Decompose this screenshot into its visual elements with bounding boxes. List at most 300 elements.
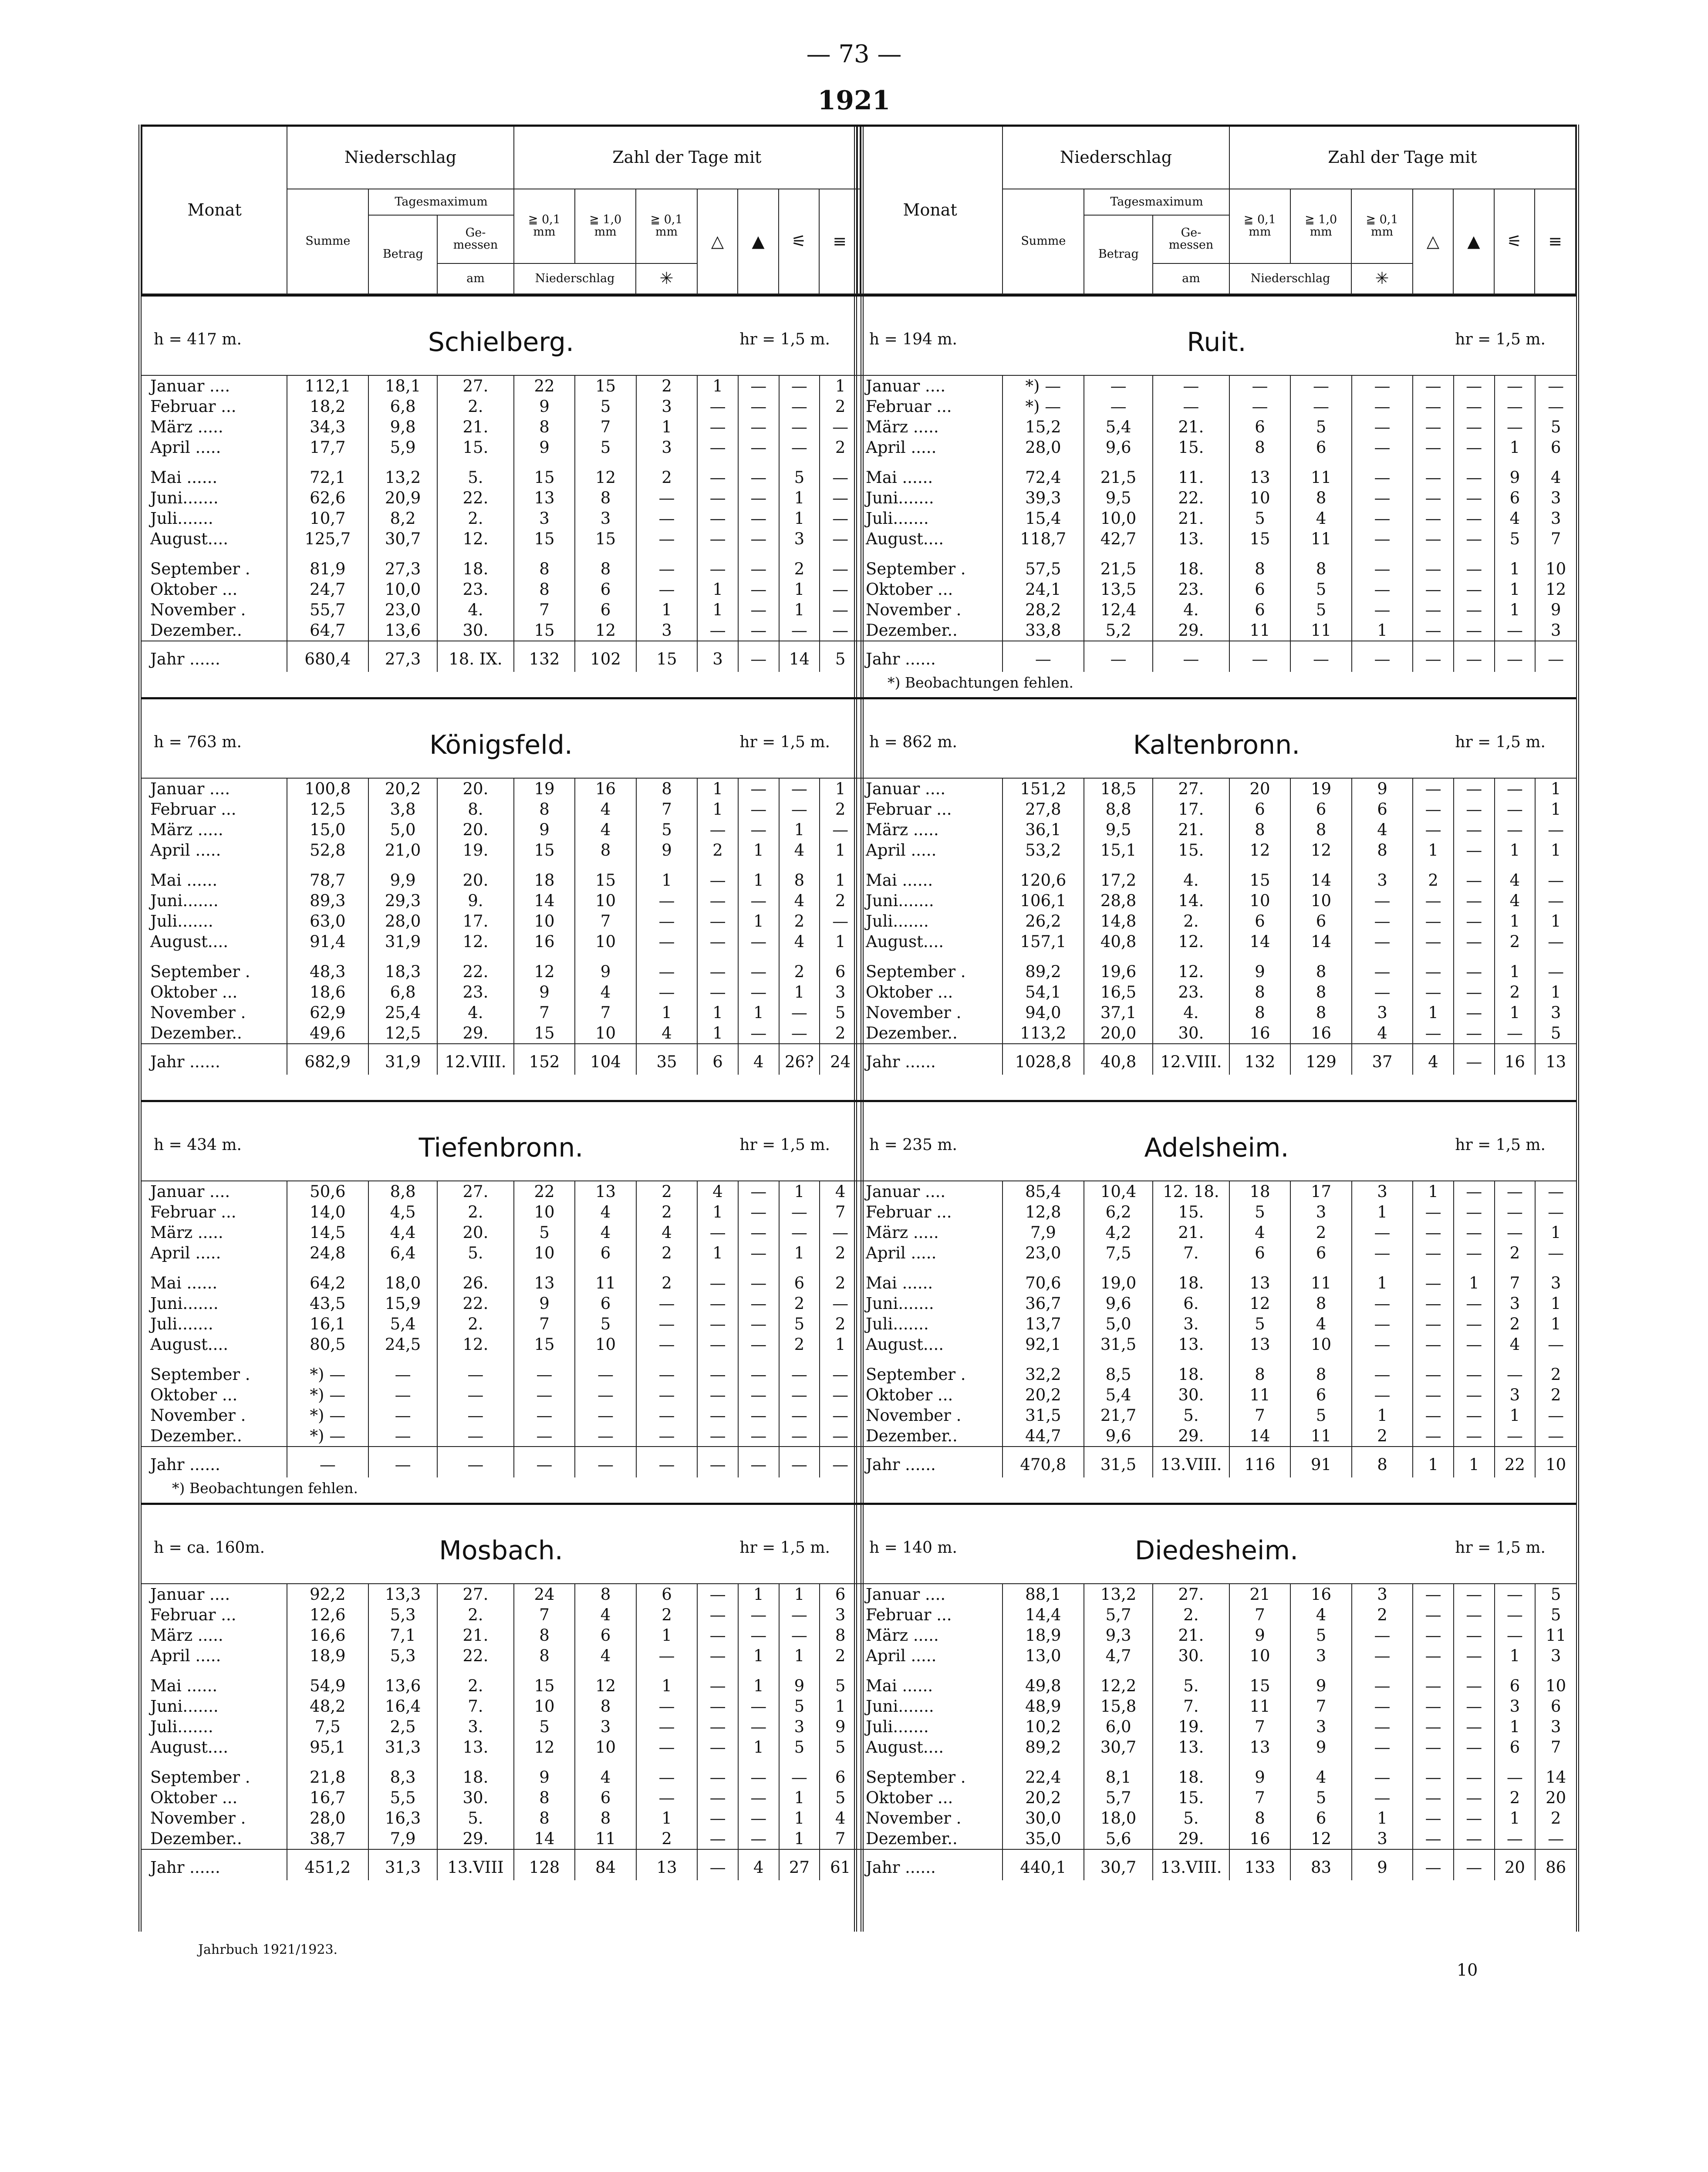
table-row bbox=[857, 396, 1576, 417]
table-row bbox=[142, 1002, 861, 1023]
table-cell: 83 bbox=[1290, 1849, 1352, 1880]
table-cell: — bbox=[437, 1447, 514, 1477]
table-cell: 8 bbox=[1229, 437, 1291, 458]
table-cell: — bbox=[1413, 375, 1454, 396]
month-label: Dezember.. bbox=[150, 1024, 242, 1042]
table-cell: 27,8 bbox=[1003, 799, 1084, 820]
table-cell: — bbox=[1352, 488, 1413, 508]
table-cell: 1 bbox=[697, 778, 738, 799]
month-label: August.... bbox=[150, 1738, 228, 1757]
table-cell: — bbox=[1413, 1646, 1454, 1666]
table-cell: — bbox=[1454, 1808, 1495, 1828]
table-cell: 27,3 bbox=[368, 549, 437, 579]
table-cell: — bbox=[1495, 1181, 1536, 1202]
table-cell: 102 bbox=[575, 641, 636, 672]
table-cell: — bbox=[697, 911, 738, 931]
table-cell: 15 bbox=[1229, 529, 1291, 549]
table-row bbox=[142, 1334, 861, 1355]
table-cell: 2 bbox=[636, 1181, 698, 1202]
table-cell: 1 bbox=[1352, 1263, 1413, 1293]
table-cell: — bbox=[1413, 911, 1454, 931]
table-cell: — bbox=[636, 890, 698, 911]
table-cell: — bbox=[1454, 1355, 1495, 1385]
table-row bbox=[857, 1355, 1576, 1385]
table-cell: — bbox=[1352, 911, 1413, 931]
table-cell: 2 bbox=[636, 1243, 698, 1263]
table-row bbox=[857, 1334, 1576, 1355]
threshold-label: ≧ 0,1 bbox=[1366, 213, 1398, 227]
table-cell: 8 bbox=[1290, 1293, 1352, 1314]
table-cell: 1 bbox=[779, 1243, 820, 1263]
table-cell: — bbox=[636, 1334, 698, 1355]
table-cell: 5. bbox=[437, 1243, 514, 1263]
table-cell: — bbox=[697, 952, 738, 982]
table-row bbox=[142, 375, 861, 396]
table-cell: 13. bbox=[1153, 529, 1229, 549]
table-cell: — bbox=[636, 952, 698, 982]
table-cell: 8 bbox=[1229, 1002, 1291, 1023]
table-cell: — bbox=[697, 488, 738, 508]
table-cell: 21 bbox=[1229, 1584, 1291, 1605]
table-cell: — bbox=[738, 1605, 779, 1625]
table-cell: 17. bbox=[437, 911, 514, 931]
month-label: Mai ...... bbox=[150, 468, 218, 487]
table-cell: 28,8 bbox=[1084, 890, 1153, 911]
table-cell: — bbox=[1454, 1243, 1495, 1263]
month-label: Jahr ...... bbox=[142, 1044, 287, 1075]
left-column bbox=[142, 125, 861, 1906]
table-cell: — bbox=[1454, 1405, 1495, 1426]
month-label: März ..... bbox=[866, 1223, 939, 1242]
table-cell: — bbox=[738, 820, 779, 840]
table-cell: — bbox=[287, 1447, 368, 1477]
table-cell: — bbox=[1495, 1426, 1536, 1447]
month-label: Juni....... bbox=[866, 891, 934, 910]
table-cell: 3 bbox=[636, 396, 698, 417]
table-cell: 29. bbox=[1153, 1426, 1229, 1447]
station-block bbox=[142, 697, 861, 1100]
table-cell: 10,7 bbox=[287, 508, 368, 529]
table-row bbox=[142, 1355, 861, 1385]
table-cell: 15 bbox=[1229, 860, 1291, 890]
table-row bbox=[142, 1808, 861, 1828]
table-cell: 680,4 bbox=[287, 641, 368, 672]
table-cell: 20. bbox=[437, 1222, 514, 1243]
table-cell: 29. bbox=[1153, 620, 1229, 641]
month-label: November . bbox=[150, 1003, 246, 1022]
table-cell: 18,9 bbox=[287, 1646, 368, 1666]
table-cell: 1 bbox=[697, 375, 738, 396]
table-cell: — bbox=[697, 1788, 738, 1808]
table-cell: 2 bbox=[820, 799, 861, 820]
month-label: Dezember.. bbox=[150, 1427, 242, 1445]
month-label: September . bbox=[866, 962, 966, 981]
table-row bbox=[142, 799, 861, 820]
table-cell: — bbox=[1454, 952, 1495, 982]
month-label: Dezember.. bbox=[866, 1829, 958, 1848]
table-cell: 20. bbox=[437, 820, 514, 840]
month-label: August.... bbox=[150, 932, 228, 951]
table-cell: — bbox=[1352, 1222, 1413, 1243]
table-row bbox=[857, 1666, 1576, 1696]
table-cell: 21,0 bbox=[368, 840, 437, 860]
table-cell: 1 bbox=[636, 1666, 698, 1696]
month-label: September . bbox=[866, 560, 966, 578]
table-cell: 118,7 bbox=[1003, 529, 1084, 549]
table-cell: 48,9 bbox=[1003, 1696, 1084, 1717]
station-block bbox=[857, 697, 1576, 1100]
table-row bbox=[857, 437, 1576, 458]
table-cell: — bbox=[697, 1355, 738, 1385]
table-cell: 1 bbox=[779, 1788, 820, 1808]
table-cell: — bbox=[1413, 579, 1454, 600]
table-cell: 23,0 bbox=[368, 600, 437, 620]
column-header bbox=[142, 125, 861, 294]
table-cell: 5,0 bbox=[1084, 1314, 1153, 1334]
table-cell: 8 bbox=[514, 417, 575, 437]
month-label: Juli....... bbox=[866, 1315, 929, 1333]
table-cell: 13.VIII. bbox=[1153, 1447, 1229, 1477]
station-name: Schielberg. bbox=[428, 327, 574, 358]
table-cell: 2 bbox=[779, 952, 820, 982]
table-cell: 8 bbox=[575, 1584, 636, 1605]
threshold-unit: mm bbox=[533, 225, 556, 239]
table-cell: 1 bbox=[697, 1023, 738, 1044]
table-cell: 7 bbox=[1290, 1696, 1352, 1717]
table-cell: 6 bbox=[1290, 799, 1352, 820]
table-cell: 24,7 bbox=[287, 579, 368, 600]
table-row bbox=[142, 1757, 861, 1788]
station-rain-gauge-height: hr = 1,5 m. bbox=[1455, 733, 1546, 751]
table-cell: 6 bbox=[1290, 1808, 1352, 1828]
table-cell: 2. bbox=[437, 396, 514, 417]
table-cell: 7 bbox=[820, 1202, 861, 1222]
table-cell: 8 bbox=[636, 778, 698, 799]
table-cell: — bbox=[636, 1757, 698, 1788]
table-cell: 94,0 bbox=[1003, 1002, 1084, 1023]
table-cell: 26,2 bbox=[1003, 911, 1084, 931]
month-label: Juli....... bbox=[150, 1315, 213, 1333]
header-gemessen: Ge- messen bbox=[1153, 215, 1229, 263]
month-label: Jahr ...... bbox=[857, 1447, 1003, 1477]
table-cell: 7,5 bbox=[287, 1717, 368, 1737]
table-cell: — bbox=[1413, 1849, 1454, 1880]
table-cell: 1 bbox=[1495, 437, 1536, 458]
threshold-unit: mm bbox=[1310, 225, 1332, 239]
station-block bbox=[857, 1503, 1576, 1906]
table-cell: 1 bbox=[1495, 911, 1536, 931]
month-label: September . bbox=[150, 560, 250, 578]
table-cell: 23. bbox=[437, 982, 514, 1002]
table-cell: 15 bbox=[575, 375, 636, 396]
table-cell: 8. bbox=[437, 799, 514, 820]
station-table bbox=[857, 1180, 1576, 1477]
table-cell: 2 bbox=[636, 1202, 698, 1222]
table-cell: — bbox=[697, 1222, 738, 1243]
table-cell: 3 bbox=[1535, 508, 1576, 529]
table-cell: — bbox=[1454, 820, 1495, 840]
table-cell: 1 bbox=[1454, 1263, 1495, 1293]
table-cell: — bbox=[779, 1447, 820, 1477]
table-cell: — bbox=[1495, 1355, 1536, 1385]
table-cell: 9 bbox=[514, 820, 575, 840]
table-row bbox=[142, 641, 861, 672]
table-cell: — bbox=[1454, 1334, 1495, 1355]
table-cell: 15 bbox=[514, 840, 575, 860]
table-cell: 4 bbox=[575, 799, 636, 820]
table-cell: — bbox=[820, 508, 861, 529]
table-cell: 13 bbox=[1229, 1263, 1291, 1293]
table-cell: — bbox=[1495, 799, 1536, 820]
header-snow-icon: ✳ bbox=[1351, 263, 1412, 294]
table-cell: 29,3 bbox=[368, 890, 437, 911]
table-cell: — bbox=[1535, 860, 1576, 890]
table-cell: 14,8 bbox=[1084, 911, 1153, 931]
table-cell: 1 bbox=[779, 508, 820, 529]
table-row bbox=[857, 1023, 1576, 1044]
table-cell: 11 bbox=[575, 1263, 636, 1293]
table-cell: — bbox=[1413, 1717, 1454, 1737]
table-row bbox=[142, 1023, 861, 1044]
month-label: Mai ...... bbox=[150, 1676, 218, 1695]
header-symbol-c1: △ bbox=[697, 189, 738, 294]
table-cell: 13.VIII. bbox=[1153, 1849, 1229, 1880]
table-cell: 5,0 bbox=[368, 820, 437, 840]
table-cell: — bbox=[636, 488, 698, 508]
table-cell: 13,6 bbox=[368, 1666, 437, 1696]
table-cell: 5 bbox=[1290, 1625, 1352, 1646]
table-row bbox=[857, 1646, 1576, 1666]
table-cell: — bbox=[1495, 1757, 1536, 1788]
header-betrag: Betrag bbox=[368, 215, 437, 294]
table-cell: — bbox=[1413, 529, 1454, 549]
table-cell: 9 bbox=[1352, 1849, 1413, 1880]
table-cell: 5 bbox=[1535, 1605, 1576, 1625]
table-cell: — bbox=[820, 529, 861, 549]
table-cell: 15,4 bbox=[1003, 508, 1084, 529]
table-cell: — bbox=[1454, 860, 1495, 890]
table-cell: — bbox=[820, 1447, 861, 1477]
month-label: August.... bbox=[866, 932, 944, 951]
table-cell: 9 bbox=[779, 1666, 820, 1696]
table-cell: — bbox=[697, 1584, 738, 1605]
header-tagesmaximum: Tagesmaximum bbox=[368, 189, 513, 215]
table-cell: — bbox=[820, 620, 861, 641]
table-cell: — bbox=[1495, 1605, 1536, 1625]
month-label: April ..... bbox=[150, 841, 221, 860]
table-cell: 5,7 bbox=[1084, 1788, 1153, 1808]
table-row bbox=[142, 1717, 861, 1737]
table-cell: 1 bbox=[1413, 1447, 1454, 1477]
month-label: Jahr ...... bbox=[857, 641, 1003, 672]
table-cell: 8 bbox=[514, 1646, 575, 1666]
month-label: Dezember.. bbox=[866, 1427, 958, 1445]
header-tagesmaximum: Tagesmaximum bbox=[1084, 189, 1229, 215]
table-cell: 12 bbox=[575, 1666, 636, 1696]
table-cell: — bbox=[1352, 600, 1413, 620]
table-cell: 13 bbox=[636, 1849, 698, 1880]
station-altitude: h = 434 m. bbox=[154, 1136, 242, 1154]
table-cell: 5 bbox=[820, 1666, 861, 1696]
table-cell: 24,1 bbox=[1003, 579, 1084, 600]
table-cell: 10,0 bbox=[1084, 508, 1153, 529]
threshold-unit: mm bbox=[1249, 225, 1271, 239]
table-cell: 12.VIII. bbox=[437, 1044, 514, 1075]
table-cell: 1 bbox=[1495, 1646, 1536, 1666]
table-cell: 30,7 bbox=[368, 529, 437, 549]
table-cell: 24 bbox=[820, 1044, 861, 1075]
table-cell: 2. bbox=[437, 508, 514, 529]
table-cell: 13,3 bbox=[368, 1584, 437, 1605]
header-threshold-2 bbox=[636, 189, 697, 263]
table-cell: 62,9 bbox=[287, 1002, 368, 1023]
table-cell: 12. bbox=[1153, 952, 1229, 982]
table-row bbox=[142, 1385, 861, 1405]
table-cell: 6 bbox=[575, 579, 636, 600]
station-header bbox=[857, 1503, 1576, 1583]
table-cell: — bbox=[1454, 1023, 1495, 1044]
table-cell: 9,5 bbox=[1084, 820, 1153, 840]
table-cell: — bbox=[1454, 1385, 1495, 1405]
table-cell: 8,8 bbox=[1084, 799, 1153, 820]
table-cell: 6 bbox=[1535, 437, 1576, 458]
table-cell: 5 bbox=[1229, 508, 1291, 529]
table-row bbox=[142, 1314, 861, 1334]
table-cell: 2 bbox=[1495, 1788, 1536, 1808]
table-cell: 88,1 bbox=[1003, 1584, 1084, 1605]
header-symbol-c3: ⚟ bbox=[779, 189, 820, 294]
table-cell: 18. bbox=[1153, 549, 1229, 579]
table-cell: 35,0 bbox=[1003, 1828, 1084, 1849]
table-cell: 1 bbox=[1413, 840, 1454, 860]
table-cell: — bbox=[1454, 982, 1495, 1002]
table-cell: 2 bbox=[820, 1263, 861, 1293]
table-cell: 10 bbox=[1290, 890, 1352, 911]
table-row bbox=[142, 579, 861, 600]
table-cell: 50,6 bbox=[287, 1181, 368, 1202]
table-cell: — bbox=[1535, 375, 1576, 396]
table-cell: 1 bbox=[1413, 1002, 1454, 1023]
table-cell: 12,6 bbox=[287, 1605, 368, 1625]
month-label: Februar ... bbox=[866, 1605, 952, 1624]
table-cell: 78,7 bbox=[287, 860, 368, 890]
station-header bbox=[857, 697, 1576, 778]
table-row bbox=[142, 1788, 861, 1808]
table-row bbox=[857, 1405, 1576, 1426]
table-cell: 14,5 bbox=[287, 1222, 368, 1243]
table-cell: — bbox=[1454, 1666, 1495, 1696]
footer-right: 10 bbox=[1457, 1960, 1478, 1980]
table-cell: 30. bbox=[1153, 1646, 1229, 1666]
month-label: Oktober ... bbox=[150, 983, 238, 1002]
table-cell: 3 bbox=[575, 1717, 636, 1737]
table-cell: 113,2 bbox=[1003, 1023, 1084, 1044]
station-table bbox=[142, 1180, 861, 1477]
table-cell: 13,0 bbox=[1003, 1646, 1084, 1666]
table-cell: 1 bbox=[820, 1334, 861, 1355]
table-row bbox=[857, 641, 1576, 672]
table-cell: 3 bbox=[1535, 1263, 1576, 1293]
table-cell: — bbox=[1454, 600, 1495, 620]
summe-label: Summe bbox=[1021, 234, 1066, 248]
table-cell: 2 bbox=[779, 1334, 820, 1355]
table-cell: 70,6 bbox=[1003, 1263, 1084, 1293]
station-table bbox=[142, 375, 861, 672]
table-cell: 3 bbox=[1352, 1828, 1413, 1849]
table-cell: — bbox=[1413, 508, 1454, 529]
table-cell: *) — bbox=[287, 1405, 368, 1426]
table-cell: 34,3 bbox=[287, 417, 368, 437]
station-block bbox=[142, 1100, 861, 1503]
table-cell: — bbox=[636, 508, 698, 529]
table-cell: 8 bbox=[1352, 1447, 1413, 1477]
table-cell: 20,2 bbox=[1003, 1385, 1084, 1405]
table-cell: — bbox=[1535, 1405, 1576, 1426]
table-cell: 15 bbox=[514, 620, 575, 641]
table-cell: 6 bbox=[575, 1293, 636, 1314]
table-cell: 5 bbox=[514, 1222, 575, 1243]
table-cell: — bbox=[1495, 1828, 1536, 1849]
table-cell: 18,2 bbox=[287, 396, 368, 417]
table-cell: 5 bbox=[820, 1002, 861, 1023]
station-table bbox=[142, 1583, 861, 1880]
month-label: Mai ...... bbox=[866, 468, 933, 487]
table-cell: — bbox=[738, 1334, 779, 1355]
table-cell: — bbox=[820, 1222, 861, 1243]
station-table bbox=[857, 375, 1576, 672]
table-cell: — bbox=[779, 1385, 820, 1405]
table-cell: — bbox=[1454, 1696, 1495, 1717]
table-cell: 1 bbox=[1535, 1293, 1576, 1314]
month-label: April ..... bbox=[866, 438, 937, 457]
table-cell: 15. bbox=[437, 437, 514, 458]
month-label: September . bbox=[150, 1365, 250, 1384]
table-cell: — bbox=[697, 1605, 738, 1625]
table-row bbox=[857, 1385, 1576, 1405]
table-cell: — bbox=[1535, 952, 1576, 982]
table-cell: — bbox=[1352, 1355, 1413, 1385]
table-cell: 10 bbox=[1229, 890, 1291, 911]
table-cell: 4 bbox=[636, 1222, 698, 1243]
table-cell: 16 bbox=[1229, 1023, 1291, 1044]
table-cell: 10 bbox=[1229, 1646, 1291, 1666]
month-label: Oktober ... bbox=[866, 983, 953, 1002]
table-cell: — bbox=[636, 1405, 698, 1426]
table-cell: 23. bbox=[437, 579, 514, 600]
table-cell: — bbox=[697, 1808, 738, 1828]
table-cell: 3 bbox=[1352, 860, 1413, 890]
table-cell: 2 bbox=[820, 1314, 861, 1334]
table-cell: 16,5 bbox=[1084, 982, 1153, 1002]
table-cell: — bbox=[738, 1788, 779, 1808]
table-cell: 19 bbox=[514, 778, 575, 799]
table-cell: 13 bbox=[575, 1181, 636, 1202]
table-row bbox=[142, 1828, 861, 1849]
table-cell: 13 bbox=[1229, 1334, 1291, 1355]
table-cell: 4 bbox=[779, 890, 820, 911]
table-cell: — bbox=[1413, 1243, 1454, 1263]
table-cell: 37,1 bbox=[1084, 1002, 1153, 1023]
table-cell: — bbox=[1535, 820, 1576, 840]
station-header bbox=[142, 1100, 861, 1180]
month-label: Mai ...... bbox=[150, 1274, 218, 1292]
table-cell: 27. bbox=[437, 375, 514, 396]
month-label: März ..... bbox=[866, 1626, 939, 1645]
table-cell: 1 bbox=[697, 1002, 738, 1023]
table-cell: — bbox=[1352, 458, 1413, 488]
table-cell: 4 bbox=[575, 1757, 636, 1788]
table-cell: 2. bbox=[1153, 911, 1229, 931]
